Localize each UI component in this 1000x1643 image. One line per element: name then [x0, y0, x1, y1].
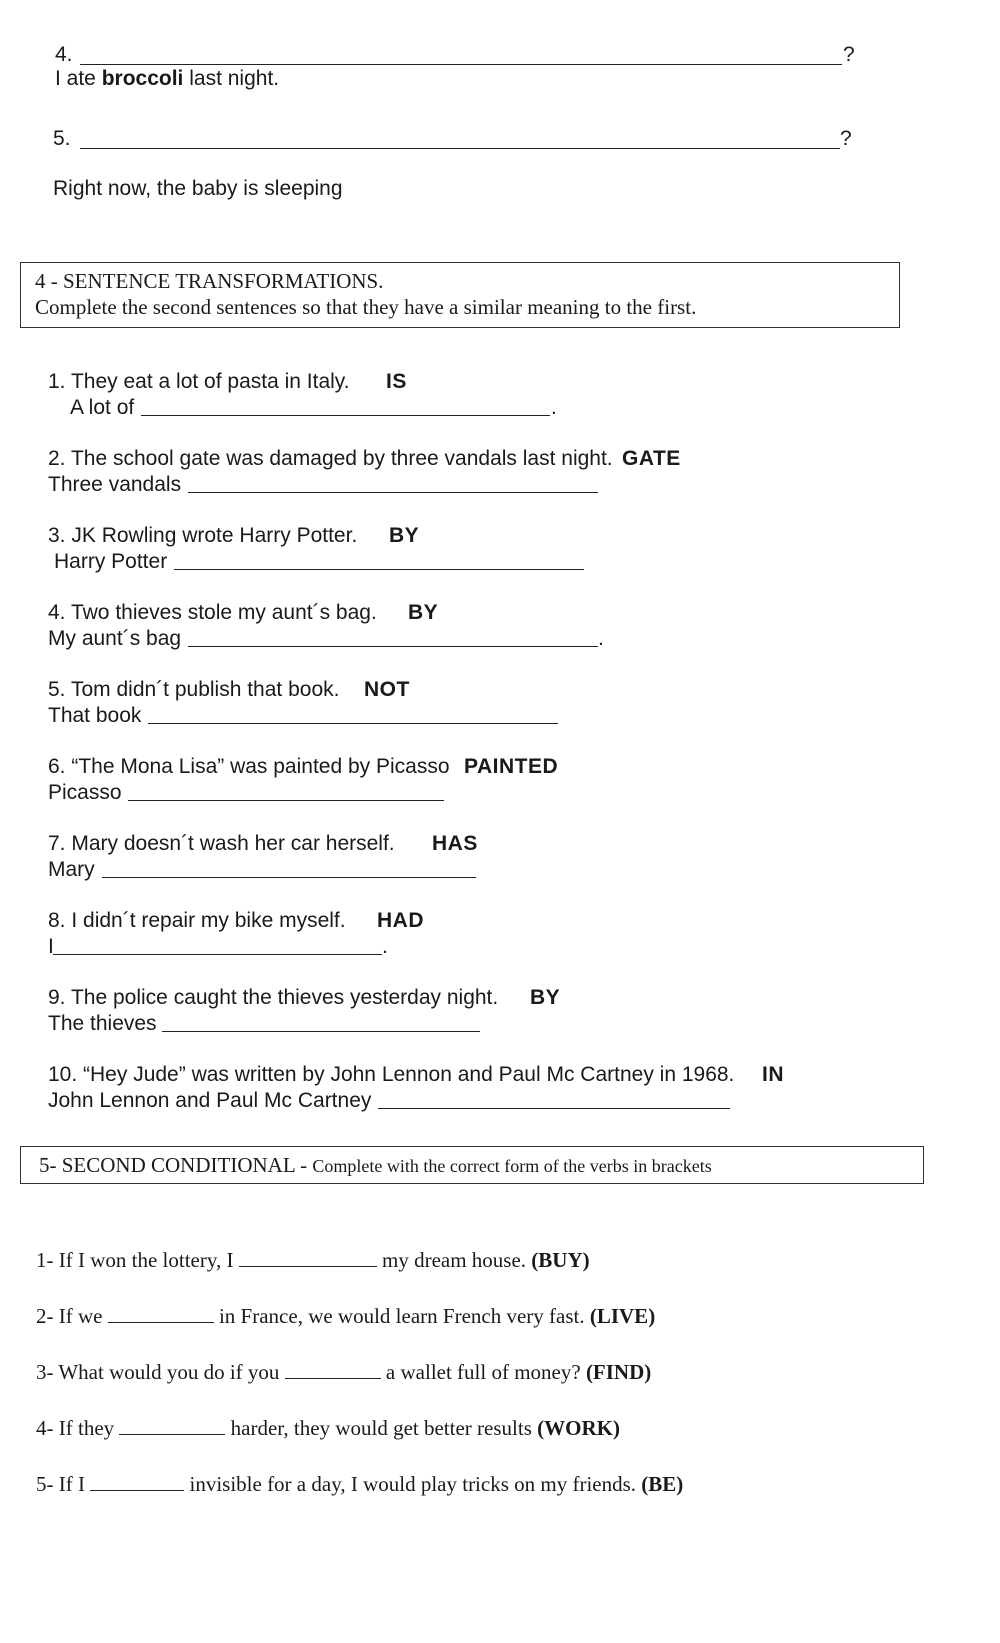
s5-item-2-verb: (LIVE) [589, 1304, 656, 1328]
s4-item-8-keyword: HAD [377, 909, 424, 932]
question-4-answer-bold: broccoli [101, 67, 184, 90]
s4-item-3-question: 3. JK Rowling wrote Harry Potter. [48, 524, 358, 547]
s4-item-6-answer-line[interactable] [128, 800, 444, 801]
s4-item-4-keyword: BY [408, 601, 439, 624]
s4-item-9-question: 9. The police caught the thieves yesterday night. [48, 986, 499, 1009]
s4-item-7-answer-line[interactable] [102, 877, 476, 878]
question-5-answer: Right now, the baby is sleeping [53, 177, 343, 200]
s4-item-2-answer-line[interactable] [188, 492, 598, 493]
question-5-number: 5. [53, 127, 71, 150]
s4-item-5-answer-line[interactable] [148, 723, 558, 724]
s4-item-2-start: Three vandals [48, 473, 182, 496]
s4-item-3-keyword: BY [389, 524, 420, 547]
s4-item-8-answer-line[interactable] [53, 954, 382, 955]
s5-item-1-blank[interactable] [239, 1248, 377, 1267]
question-4-number: 4. [55, 43, 73, 66]
s5-item-1: 1- If I won the lottery, I my dream house. (BUY) [36, 1248, 590, 1272]
s4-item-4-question: 4. Two thieves stole my aunt´s bag. [48, 601, 377, 624]
s5-item-4-verb: (WORK) [537, 1416, 620, 1440]
s4-item-3-start: Harry Potter [54, 550, 168, 573]
s4-item-4-answer-line[interactable] [188, 646, 598, 647]
question-4-mark: ? [843, 43, 855, 66]
s4-item-8-end: . [382, 935, 388, 958]
section-5-title: 5- SECOND CONDITIONAL [39, 1153, 295, 1177]
s4-item-6-question: 6. “The Mona Lisa” was painted by Picasso [48, 755, 450, 778]
s4-item-2-question: 2. The school gate was damaged by three vandals last night. [48, 447, 613, 470]
s5-item-4-blank[interactable] [119, 1416, 225, 1435]
s4-item-6-keyword: PAINTED [464, 755, 559, 778]
s4-item-1-question: 1. They eat a lot of pasta in Italy. [48, 370, 350, 393]
s5-item-5: 5- If I invisible for a day, I would play tricks on my friends. (BE) [36, 1472, 684, 1496]
s4-item-4-start: My aunt´s bag [48, 627, 182, 650]
section-5-header-box [20, 1146, 924, 1184]
s4-item-7-start: Mary [48, 858, 95, 881]
s4-item-9-start: The thieves [48, 1012, 157, 1035]
s4-item-1-keyword: IS [386, 370, 407, 393]
section-5-heading: 5- SECOND CONDITIONAL - Complete with the correct form of the verbs in brackets [39, 1153, 712, 1177]
s4-item-1-start: A lot of [70, 396, 135, 419]
s4-item-8-start: I [48, 935, 54, 958]
s4-item-5-question: 5. Tom didn´t publish that book. [48, 678, 340, 701]
s4-item-9-answer-line[interactable] [162, 1031, 480, 1032]
s5-item-4: 4- If they harder, they would get better results (WORK) [36, 1416, 620, 1440]
s4-item-10-start: John Lennon and Paul Mc Cartney [48, 1089, 372, 1112]
s4-item-7-question: 7. Mary doesn´t wash her car herself. [48, 832, 395, 855]
s5-item-3: 3- What would you do if you a wallet full of money? (FIND) [36, 1360, 652, 1384]
s5-item-5-verb: (BE) [641, 1472, 684, 1496]
s4-item-1-end: . [551, 396, 557, 419]
question-5-answer-line[interactable] [80, 148, 840, 149]
s4-item-2-keyword: GATE [622, 447, 681, 470]
s4-item-10-keyword: IN [762, 1063, 784, 1086]
s5-item-5-blank[interactable] [90, 1472, 184, 1491]
s4-item-6-start: Picasso [48, 781, 122, 804]
s4-item-9-keyword: BY [530, 986, 561, 1009]
s5-item-2: 2- If we in France, we would learn French very fast. (LIVE) [36, 1304, 656, 1328]
s4-item-1-answer-line[interactable] [141, 415, 550, 416]
section-4-instruction: Complete the second sentences so that they have a similar meaning to the first. [35, 295, 697, 319]
question-5-mark: ? [840, 127, 852, 150]
s4-item-7-keyword: HAS [432, 832, 478, 855]
s4-item-3-answer-line[interactable] [174, 569, 584, 570]
s4-item-4-end: . [598, 627, 604, 650]
s5-item-2-blank[interactable] [108, 1304, 214, 1323]
question-4-answer: I ate broccoli last night. [55, 67, 280, 90]
s4-item-5-keyword: NOT [364, 678, 410, 701]
section-5-instruction: Complete with the correct form of the verbs in brackets [312, 1156, 712, 1176]
s4-item-10-question: 10. “Hey Jude” was written by John Lennon and Paul Mc Cartney in 1968. [48, 1063, 735, 1086]
s5-item-3-verb: (FIND) [585, 1360, 652, 1384]
question-4-answer-line[interactable] [80, 64, 842, 65]
s4-item-8-question: 8. I didn´t repair my bike myself. [48, 909, 346, 932]
s4-item-10-answer-line[interactable] [378, 1108, 730, 1109]
s4-item-5-start: That book [48, 704, 142, 727]
s5-item-3-blank[interactable] [285, 1360, 381, 1379]
s5-item-1-verb: (BUY) [531, 1248, 590, 1272]
section-4-header-box [20, 262, 900, 328]
section-4-title: 4 - SENTENCE TRANSFORMATIONS. [35, 269, 384, 293]
